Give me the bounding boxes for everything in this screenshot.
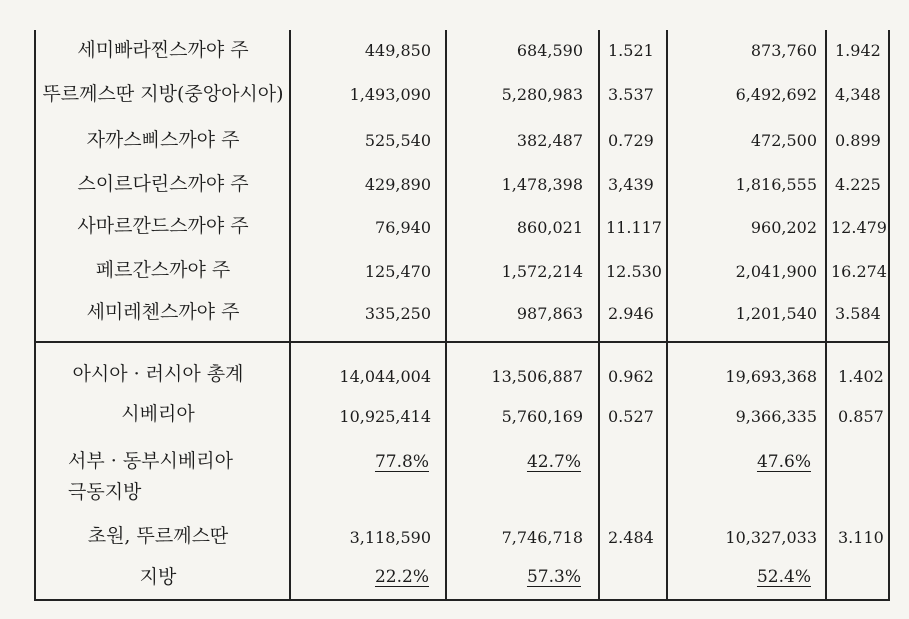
cell-value: 13,506,887 [491, 367, 583, 386]
cell-percent: 52.4% [756, 567, 811, 587]
cell-ratio: 0.857 [838, 407, 884, 426]
cell-value: 10,327,033 [725, 528, 817, 547]
cell-percent: 47.6% [756, 452, 811, 472]
cell-value: 5,760,169 [501, 407, 583, 426]
row-label: 뚜르께스딴 지방(중앙아시아) [42, 83, 284, 105]
cell-value: 472,500 [750, 131, 817, 150]
cell-value: 382,487 [516, 131, 583, 150]
row-label: 자까스삐스까야 주 [86, 129, 240, 151]
cell-value: 1,478,398 [501, 175, 583, 194]
cell-value: 6,492,692 [735, 85, 817, 104]
cell-value: 14,044,004 [339, 367, 431, 386]
summary-label-steppe: 초원, 뚜르께스딴 [87, 525, 229, 547]
cell-value: 525,540 [364, 131, 431, 150]
cell-value: 987,863 [516, 304, 583, 323]
row-label: 사마르깐드스까야 주 [77, 215, 249, 237]
cell-value: 429,890 [364, 175, 431, 194]
column-divider [445, 30, 447, 600]
cell-value: 684,590 [516, 41, 583, 60]
summary-label-total: 아시아 · 러시아 총계 [72, 363, 244, 385]
cell-percent: 77.8% [374, 452, 429, 472]
cell-ratio: 4,348 [835, 85, 881, 104]
cell-value: 1,493,090 [349, 85, 431, 104]
cell-value: 2,041,900 [735, 262, 817, 281]
cell-value: 1,816,555 [735, 175, 817, 194]
cell-ratio: 3.584 [835, 304, 881, 323]
cell-ratio: 2.946 [608, 304, 654, 323]
table-left-border [34, 30, 36, 600]
cell-ratio: 12.479 [831, 218, 887, 237]
cell-ratio: 4.225 [835, 175, 881, 194]
cell-ratio: 0.899 [835, 131, 881, 150]
cell-percent: 22.2% [374, 567, 429, 587]
cell-value: 19,693,368 [725, 367, 817, 386]
cell-percent: 57.3% [526, 567, 581, 587]
cell-value: 873,760 [750, 41, 817, 60]
cell-ratio: 1.521 [608, 41, 654, 60]
column-divider [598, 30, 600, 600]
cell-ratio: 0.962 [608, 367, 654, 386]
summary-label-west-east-line1: 서부 · 동부시베리아 [68, 450, 233, 472]
cell-percent: 42.7% [526, 452, 581, 472]
cell-ratio: 1.402 [838, 367, 884, 386]
cell-value: 9,366,335 [735, 407, 817, 426]
cell-value: 125,470 [364, 262, 431, 281]
cell-value: 335,250 [364, 304, 431, 323]
cell-value: 860,021 [516, 218, 583, 237]
table-right-border [888, 30, 890, 600]
cell-ratio: 1.942 [835, 41, 881, 60]
cell-value: 960,202 [750, 218, 817, 237]
column-divider [825, 30, 827, 600]
cell-value: 1,201,540 [735, 304, 817, 323]
cell-ratio: 3.110 [838, 528, 884, 547]
cell-ratio: 16.274 [831, 262, 887, 281]
cell-value: 76,940 [375, 218, 431, 237]
row-label: 페르간스까야 주 [95, 259, 231, 281]
cell-ratio: 0.729 [608, 131, 654, 150]
cell-ratio: 3,439 [608, 175, 654, 194]
summary-label-west-east-line2: 극동지방 [68, 481, 142, 503]
row-label: 스이르다린스까야 주 [77, 173, 249, 195]
cell-ratio: 2.484 [608, 528, 654, 547]
cell-value: 3,118,590 [349, 528, 431, 547]
cell-value: 1,572,214 [501, 262, 583, 281]
row-label: 세미빠라찐스까야 주 [77, 39, 249, 61]
column-divider [666, 30, 668, 600]
table-bottom-border [34, 599, 890, 601]
summary-label-region: 지방 [139, 566, 177, 588]
cell-ratio: 11.117 [606, 218, 662, 237]
cell-value: 5,280,983 [501, 85, 583, 104]
cell-value: 10,925,414 [339, 407, 431, 426]
column-divider [289, 30, 291, 600]
cell-ratio: 0.527 [608, 407, 654, 426]
cell-value: 7,746,718 [501, 528, 583, 547]
section-divider [34, 341, 890, 343]
row-label: 세미레첸스까야 주 [86, 301, 240, 323]
cell-ratio: 3.537 [608, 85, 654, 104]
cell-ratio: 12.530 [606, 262, 662, 281]
summary-label-siberia: 시베리아 [121, 403, 195, 425]
cell-value: 449,850 [364, 41, 431, 60]
